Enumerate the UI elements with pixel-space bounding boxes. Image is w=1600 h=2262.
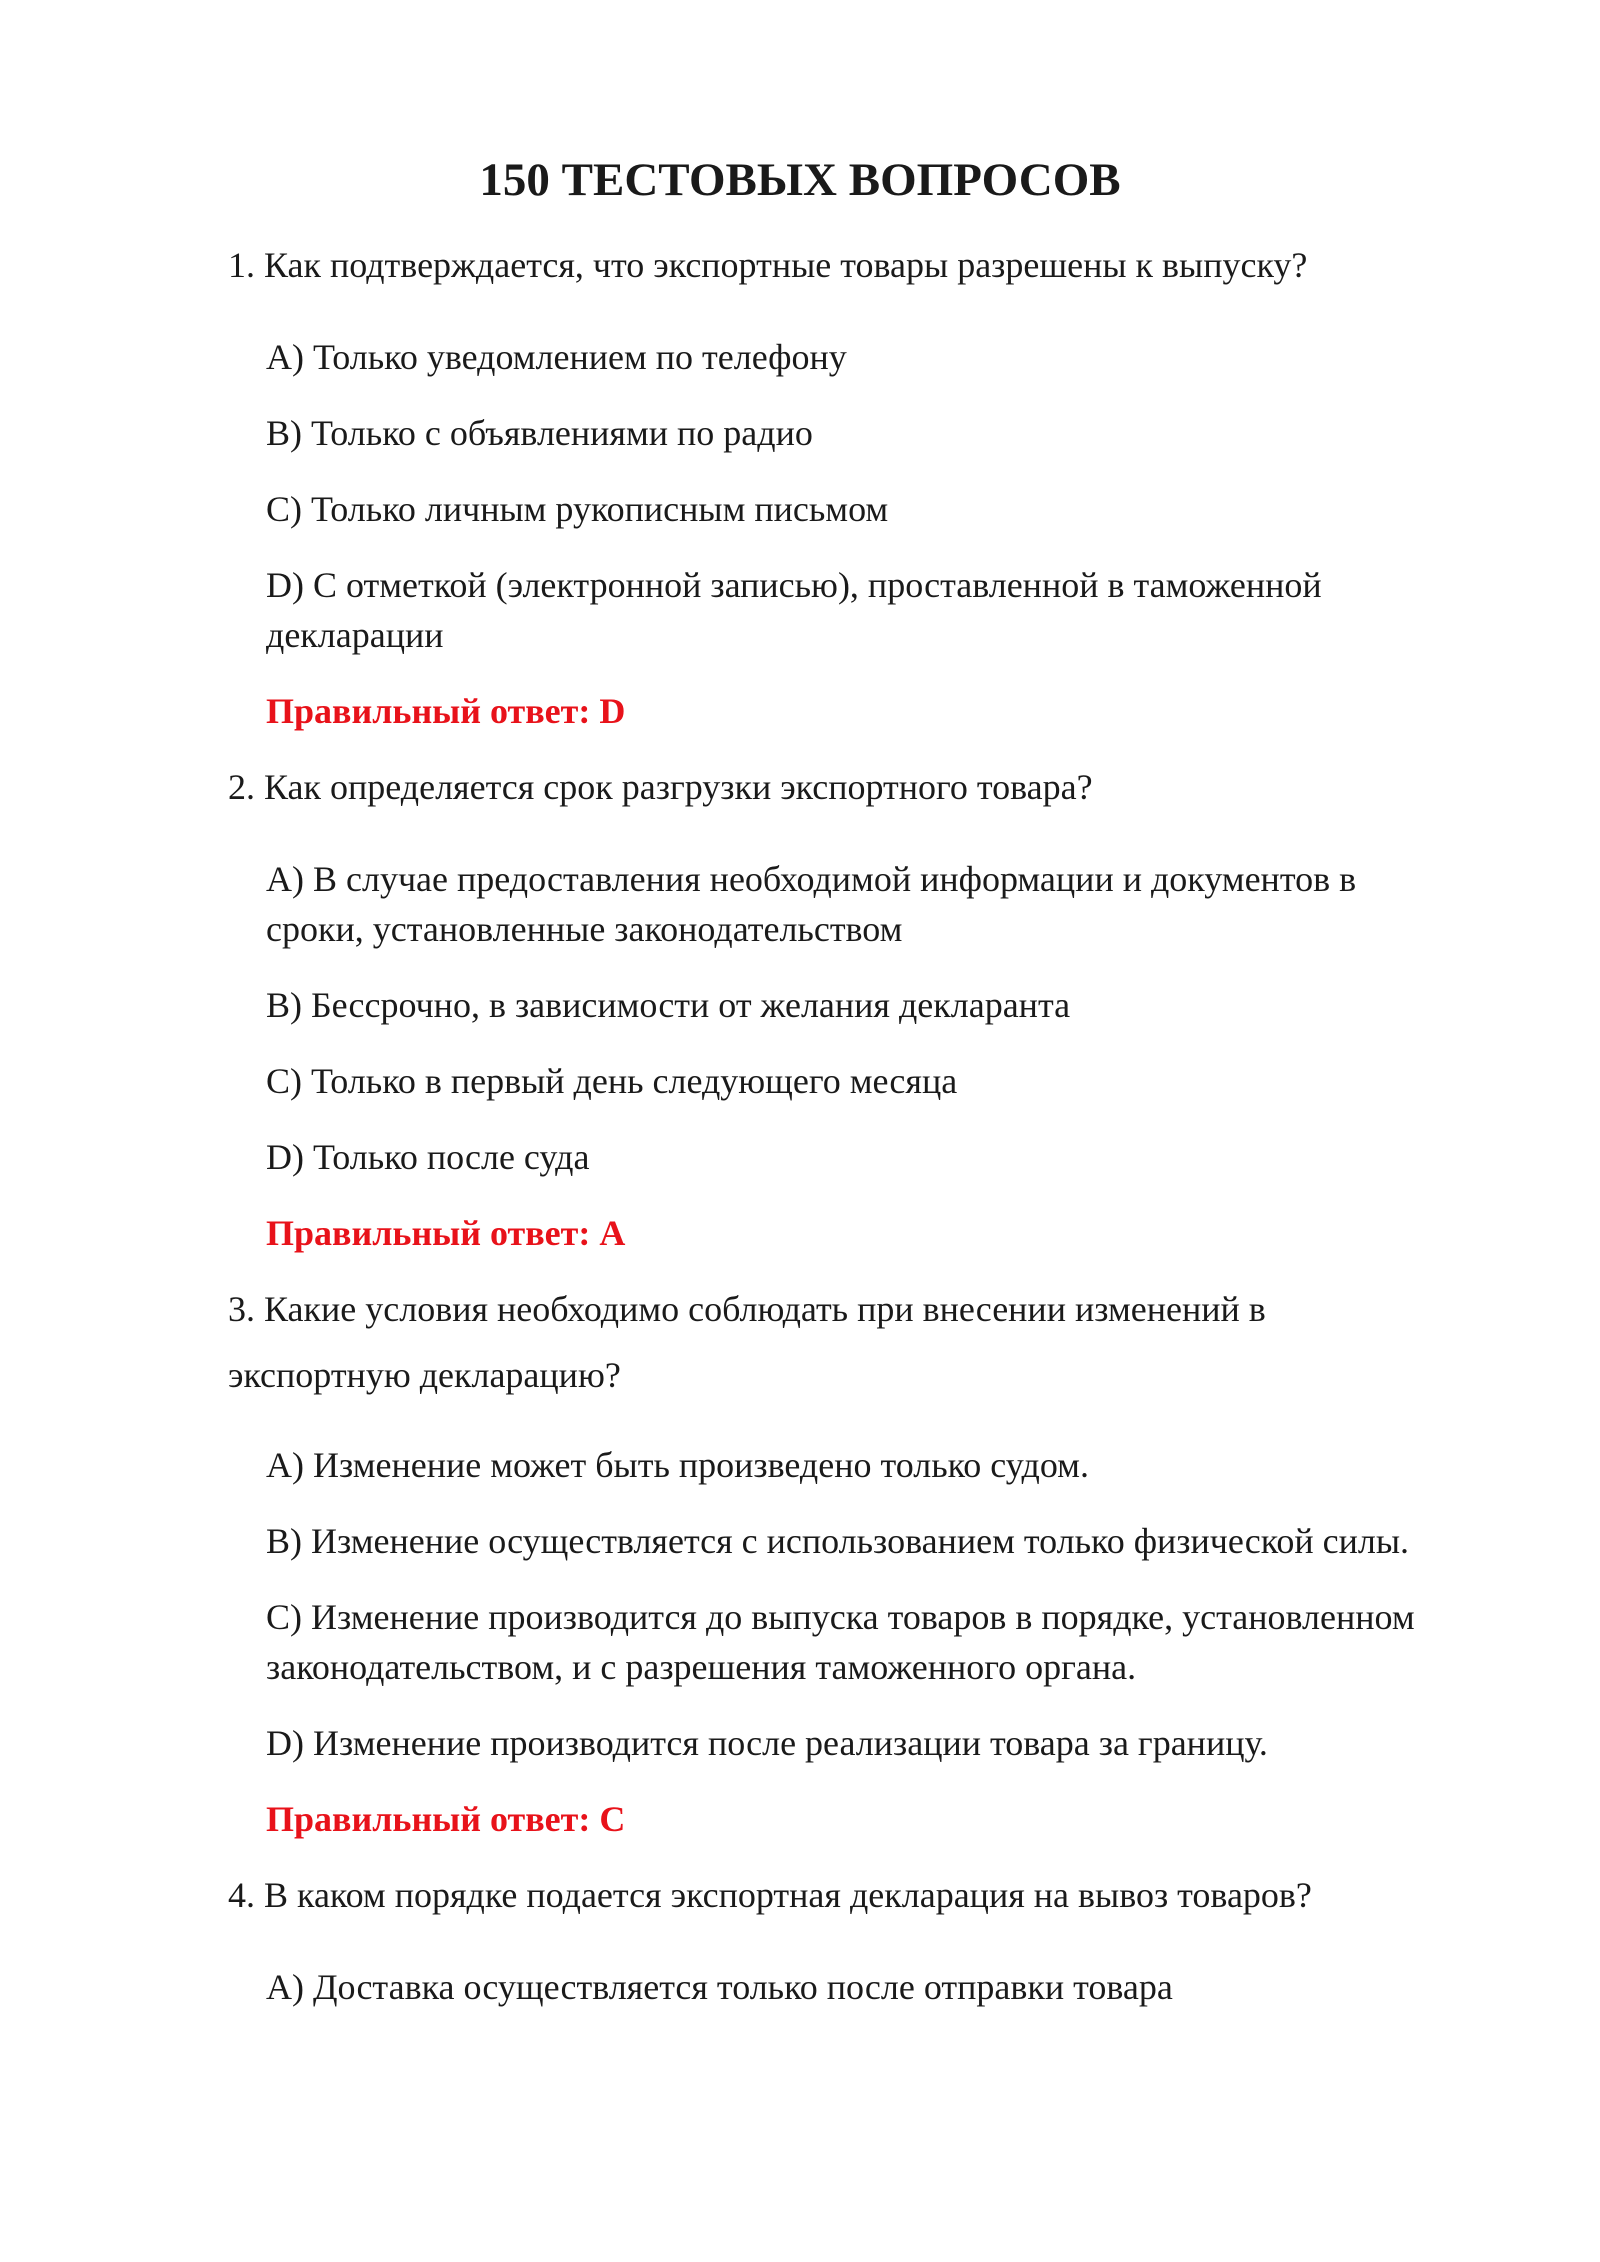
question-1-option-d: D) С отметкой (электронной записью), проставленной в таможенной декларации — [266, 565, 1322, 655]
question-2-option-c: C) Только в первый день следующего месяца — [266, 1061, 958, 1101]
question-1-text: 1. Как подтверждается, что экспортные товары разрешены к выпуску? — [228, 245, 1308, 285]
question-1 — [228, 240, 1478, 290]
question-2-option-d: D) Только после суда — [266, 1137, 590, 1177]
question-4-option-a: A) Доставка осуществляется только после отправки товара — [266, 1967, 1173, 2007]
question-2-answer: Правильный ответ: A — [266, 1213, 626, 1253]
question-3 — [228, 1276, 1478, 1408]
question-2 — [228, 762, 1478, 812]
question-3-option-a: A) Изменение может быть произведено только судом. — [266, 1445, 1089, 1485]
question-3-answer: Правильный ответ: C — [266, 1799, 626, 1839]
question-2-text: 2. Как определяется срок разгрузки экспортного товара? — [228, 767, 1093, 807]
question-1-option-a: A) Только уведомлением по телефону — [266, 337, 847, 377]
question-3-text-line-1: 3. Какие условия необходимо соблюдать при внесении изменений в — [228, 1289, 1266, 1329]
question-2-option-b: B) Бессрочно, в зависимости от желания декларанта — [266, 985, 1071, 1025]
question-4 — [228, 1870, 1478, 1920]
question-2-option-a: A) В случае предоставления необходимой информации и документов в сроки, установленные законодательством — [266, 859, 1357, 949]
document-title: 150 ТЕСТОВЫХ ВОПРОСОВ — [479, 154, 1121, 206]
question-1-option-c: C) Только личным рукописным письмом — [266, 489, 889, 529]
question-3-option-d: D) Изменение производится после реализации товара за границу. — [266, 1723, 1268, 1763]
question-3-option-c: C) Изменение производится до выпуска товаров в порядке, установленном законодательством, и с разрешения таможенного органа. — [266, 1597, 1415, 1687]
question-1-option-b: B) Только с объявлениями по радио — [266, 413, 813, 453]
question-4-text: 4. В каком порядке подается экспортная декларация на вывоз товаров? — [228, 1875, 1312, 1915]
question-3-text-line-2: экспортную декларацию? — [228, 1355, 621, 1395]
question-1-answer: Правильный ответ: D — [266, 691, 626, 731]
question-3-option-b: B) Изменение осуществляется с использованием только физической силы. — [266, 1521, 1410, 1561]
